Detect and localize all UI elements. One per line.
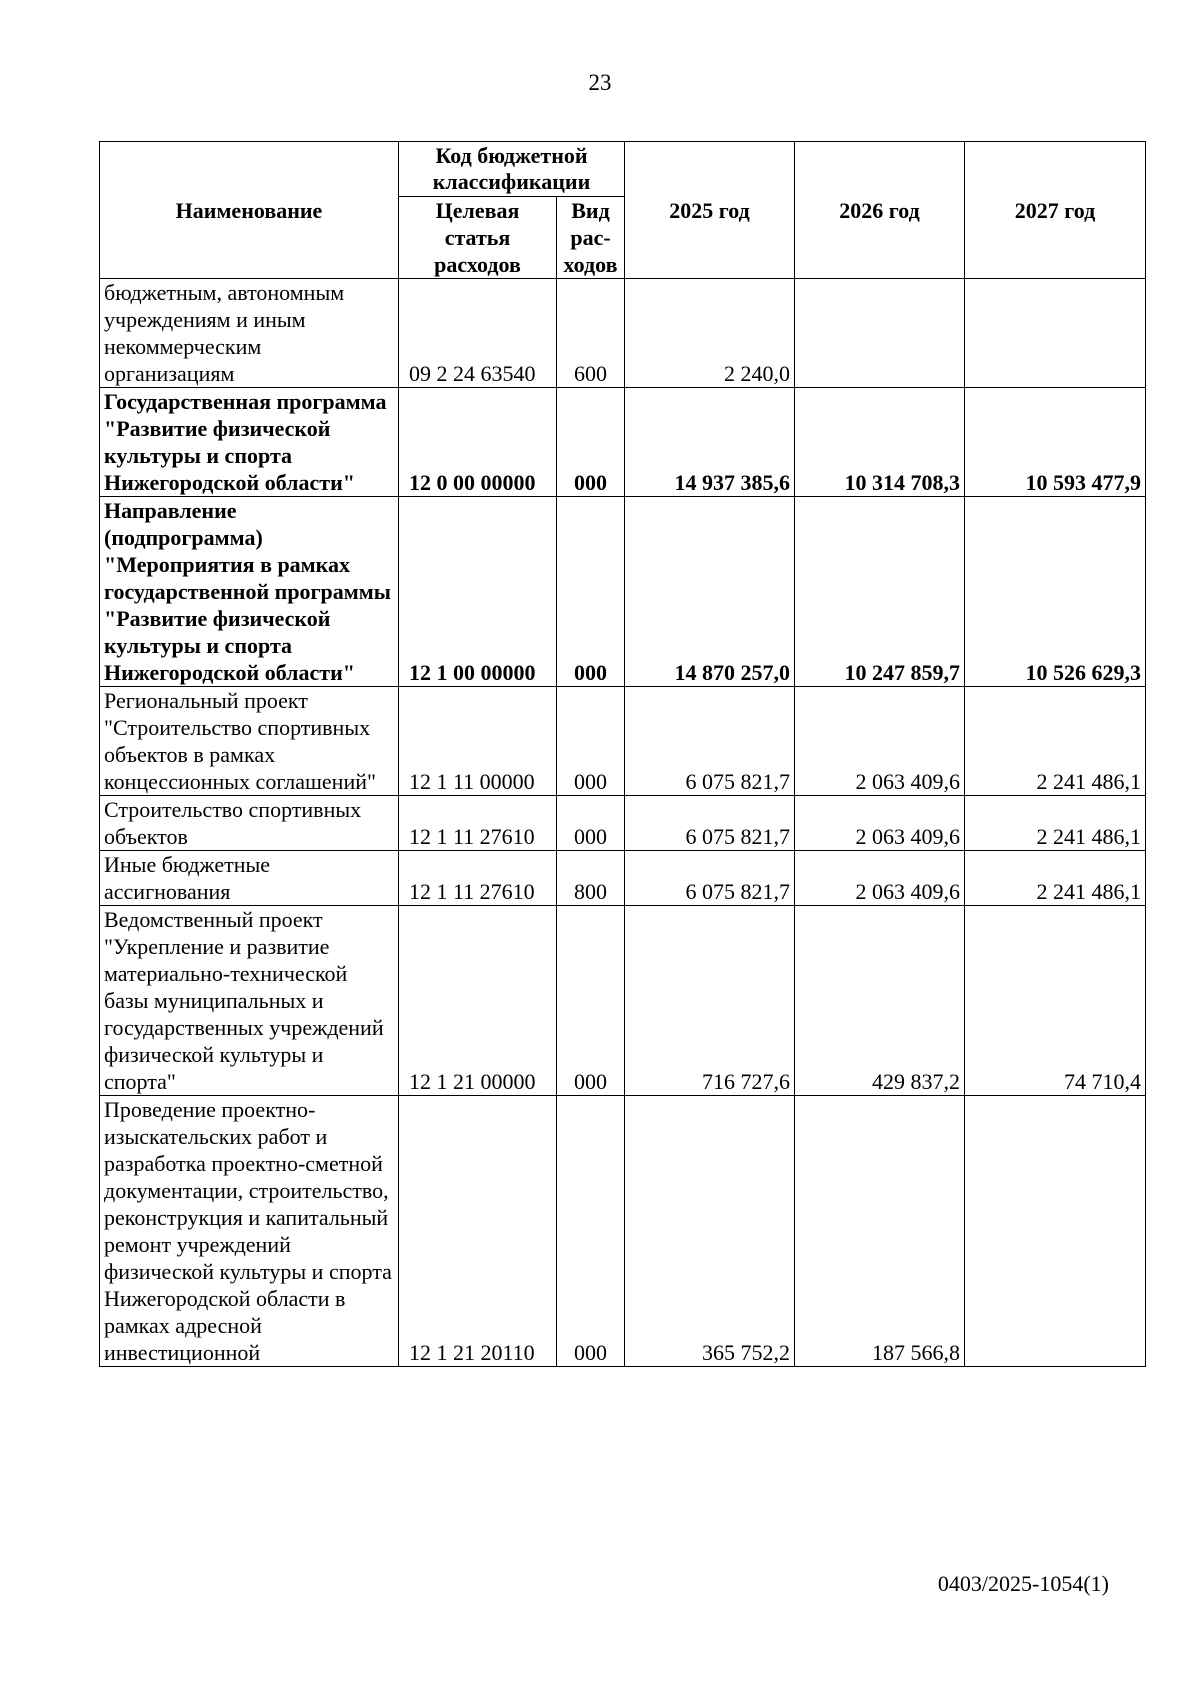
row-2026: 2 063 409,6 [795, 687, 965, 796]
row-2027: 10 526 629,3 [965, 497, 1146, 687]
row-kind: 000 [557, 796, 625, 851]
table-row [100, 687, 1146, 796]
row-code: 12 1 11 27610 [399, 796, 557, 851]
row-name: бюджетным, автономным учреждениям и иным некоммерческим организациям [100, 279, 399, 388]
row-kind: 000 [557, 388, 625, 497]
row-2025: 6 075 821,7 [625, 851, 795, 906]
row-2027: 10 593 477,9 [965, 388, 1146, 497]
row-kind: 800 [557, 851, 625, 906]
header-target-article: Целевая статья расходов [399, 197, 557, 279]
row-2026: 429 837,2 [795, 906, 965, 1096]
row-code: 12 0 00 00000 [399, 388, 557, 497]
row-2027: 74 710,4 [965, 906, 1146, 1096]
row-code: 12 1 21 00000 [399, 906, 557, 1096]
row-2027: 2 241 486,1 [965, 687, 1146, 796]
row-2026: 2 063 409,6 [795, 796, 965, 851]
header-2025: 2025 год [625, 142, 795, 279]
table-row [100, 279, 1146, 388]
document-number: 0403/2025-1054(1) [937, 1571, 1109, 1596]
row-2025: 365 752,2 [625, 1096, 795, 1367]
header-2027: 2027 год [965, 142, 1146, 279]
row-name: Региональный проект "Строительство спортивных объектов в рамках концессионных соглашений" [100, 687, 399, 796]
row-2025: 6 075 821,7 [625, 687, 795, 796]
row-name: Строительство спортивных объектов [100, 796, 399, 851]
page-number: 23 [588, 70, 612, 95]
row-2025: 14 870 257,0 [625, 497, 795, 687]
row-2025: 716 727,6 [625, 906, 795, 1096]
row-kind: 000 [557, 497, 625, 687]
row-2025: 2 240,0 [625, 279, 795, 388]
row-name: Иные бюджетные ассигнования [100, 851, 399, 906]
row-2027 [965, 1096, 1146, 1367]
row-2025: 14 937 385,6 [625, 388, 795, 497]
row-2026: 2 063 409,6 [795, 851, 965, 906]
row-2025: 6 075 821,7 [625, 796, 795, 851]
row-2027: 2 241 486,1 [965, 851, 1146, 906]
table-row [100, 796, 1146, 851]
row-2026 [795, 279, 965, 388]
header-expense-kind: Вид рас-ходов [557, 197, 625, 279]
row-code: 12 1 11 00000 [399, 687, 557, 796]
row-2026: 10 314 708,3 [795, 388, 965, 497]
row-code: 12 1 11 27610 [399, 851, 557, 906]
row-code: 12 1 21 20110 [399, 1096, 557, 1367]
row-name: Государственная программа "Развитие физической культуры и спорта Нижегородской области" [100, 388, 399, 497]
row-kind: 600 [557, 279, 625, 388]
row-kind: 000 [557, 1096, 625, 1367]
table-row [100, 851, 1146, 906]
row-kind: 000 [557, 906, 625, 1096]
row-name: Направление (подпрограмма) "Мероприятия в рамках государственной программы "Развитие физической культуры и спорта Нижегородской области" [100, 497, 399, 687]
row-code: 09 2 24 63540 [399, 279, 557, 388]
table-row [100, 388, 1146, 497]
table-row [100, 906, 1146, 1096]
header-budget-code: Код бюджетной классификации [399, 142, 625, 197]
table-row [100, 497, 1146, 687]
table-row [100, 1096, 1146, 1367]
row-code: 12 1 00 00000 [399, 497, 557, 687]
budget-table [99, 141, 1146, 1367]
header-name: Наименование [100, 142, 399, 279]
row-2026: 10 247 859,7 [795, 497, 965, 687]
row-2026: 187 566,8 [795, 1096, 965, 1367]
row-2027 [965, 279, 1146, 388]
row-name: Ведомственный проект "Укрепление и развитие материально-технической базы муниципальных и государственных учреждений физической культуры и спорта" [100, 906, 399, 1096]
row-2027: 2 241 486,1 [965, 796, 1146, 851]
row-kind: 000 [557, 687, 625, 796]
header-2026: 2026 год [795, 142, 965, 279]
row-name: Проведение проектно-изыскательских работ и разработка проектно-сметной документации, строительство, реконструкция и капитальный ремонт учреждений физической культуры и спорта Нижегородской области в рамках адресной инвестиционной [100, 1096, 399, 1367]
